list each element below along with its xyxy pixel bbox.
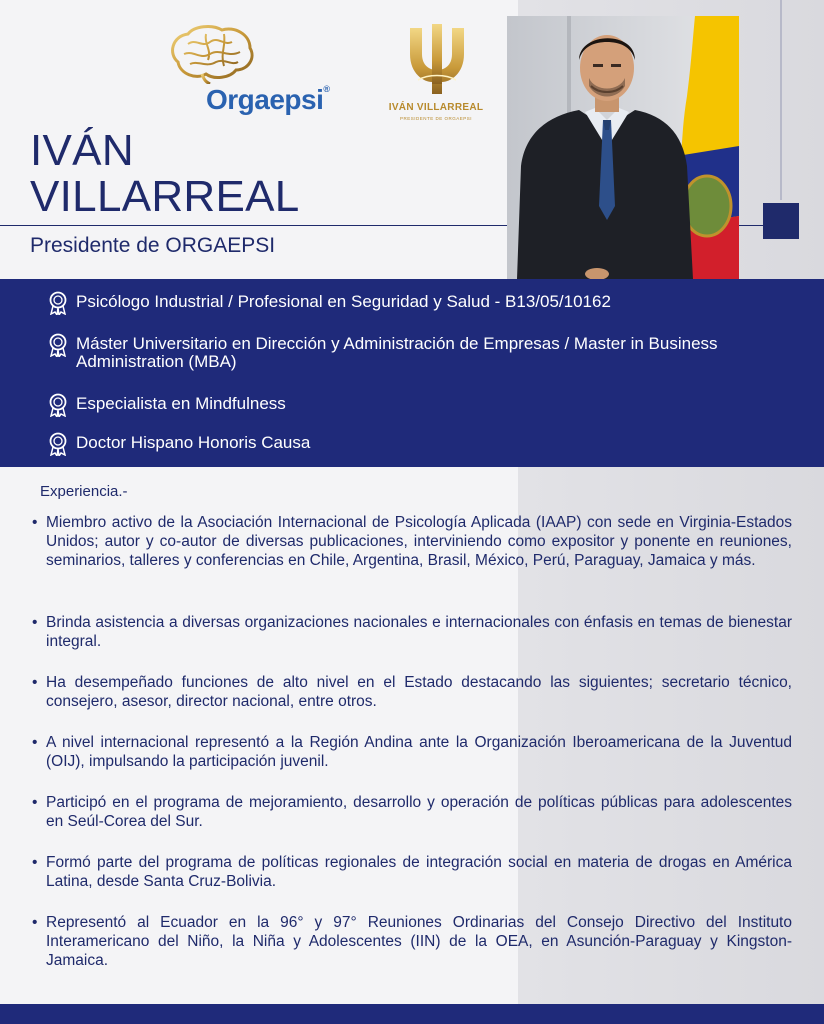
footer-bar <box>0 1004 824 1024</box>
list-item-text: Representó al Ecuador en la 96° y 97° Reuniones Ordinarias del Consejo Directivo del Instituto Interamericano del Niño, la Niña y Adolescentes (IIN) de la OEA, en Asunción-Paraguay y Kingston-Jamaica. <box>46 914 792 969</box>
list-item <box>32 853 794 891</box>
credential-text: Máster Universitario en Dirección y Administración de Empresas / Master in Business Administration (MBA) <box>76 334 718 371</box>
credentials-band <box>0 279 824 467</box>
list-item-text: Formó parte del programa de políticas regionales de integración social en materia de drogas en América Latina, desde Santa Cruz-Bolivia. <box>46 854 792 890</box>
credential-text: Psicólogo Industrial / Profesional en Seguridad y Salud - B13/05/10162 <box>76 292 611 311</box>
bullet-dot: • <box>32 734 38 751</box>
credential-item <box>48 293 766 315</box>
bullet-dot: • <box>32 614 38 631</box>
experience-title: Experiencia.- <box>40 483 128 500</box>
list-item <box>32 673 794 711</box>
list-item-text: A nivel internacional representó a la Región Andina ante la Organización Iberoamericana de la Juventud (OIJ), impulsando la participación juvenil. <box>46 734 792 770</box>
list-item <box>32 913 794 970</box>
seal-name: IVÁN VILLARREAL <box>388 102 484 113</box>
list-item-text: Brinda asistencia a diversas organizaciones nacionales e internacionales con énfasis en temas de bienestar integral. <box>46 614 792 650</box>
list-item <box>32 733 794 771</box>
decorative-square <box>763 203 799 239</box>
credential-item <box>48 335 766 371</box>
list-item-text: Miembro activo de la Asociación Internacional de Psicología Aplicada (IAAP) con sede en Virginia-Estados Unidos; autor y co-autor de diversas publicaciones, interviniendo como expositor y ponente en reuniones, seminarios, talleres y conferencias en Chile, Argentina, Brasil, México, Perú, Paraguay, Jamaica y más. <box>46 514 792 569</box>
bullet-dot: • <box>32 674 38 691</box>
person-role: Presidente de ORGAEPSI <box>30 234 276 257</box>
person-name <box>30 128 300 220</box>
award-medal-icon <box>48 393 68 417</box>
portrait-illustration <box>507 16 739 279</box>
first-name: IVÁN <box>30 126 134 175</box>
list-item <box>32 793 794 831</box>
bullet-dot: • <box>32 794 38 811</box>
last-name: VILLARREAL <box>30 172 300 221</box>
credential-item <box>48 434 766 456</box>
bullet-dot: • <box>32 914 38 931</box>
portrait-photo <box>507 16 739 279</box>
decorative-vertical-line <box>780 0 782 200</box>
list-item <box>32 613 794 651</box>
orgaepsi-wordmark: Orgaepsi® <box>206 84 330 115</box>
bullet-dot: • <box>32 514 38 531</box>
award-medal-icon <box>48 432 68 456</box>
list-item-text: Participó en el programa de mejoramiento, desarrollo y operación de políticas públicas para adolescentes en Seúl-Corea del Sur. <box>46 794 792 830</box>
ivan-villarreal-seal <box>384 24 494 124</box>
credential-text: Especialista en Mindfulness <box>76 394 286 413</box>
list-item <box>32 513 794 570</box>
brain-icon <box>166 24 256 84</box>
credential-text: Doctor Hispano Honoris Causa <box>76 433 311 452</box>
award-medal-icon <box>48 291 68 315</box>
credential-item <box>48 395 766 417</box>
list-item-text: Ha desempeñado funciones de alto nivel en el Estado destacando las siguientes; secretario técnico, consejero, asesor, director nacional, entre otros. <box>46 674 792 710</box>
orgaepsi-logo <box>166 24 346 124</box>
award-medal-icon <box>48 333 68 357</box>
psi-monogram-icon <box>404 24 470 98</box>
bullet-dot: • <box>32 854 38 871</box>
seal-subtitle: PRESIDENTE DE ORGAEPSI <box>399 116 472 121</box>
